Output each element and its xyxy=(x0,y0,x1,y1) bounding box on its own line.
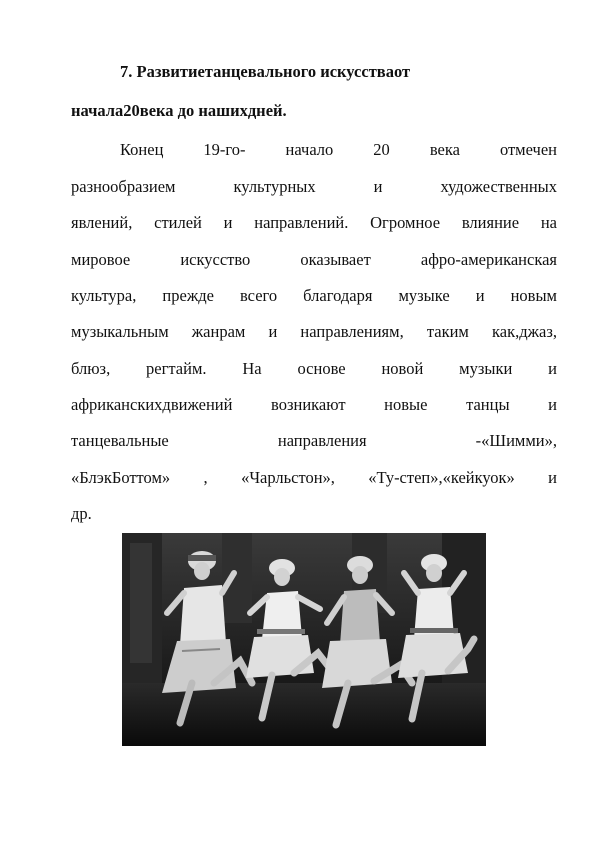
paragraph-line: культура, прежде всего благодаря музыке и новым xyxy=(71,286,557,305)
section-heading-line-1: 7. Развитиетанцевального искусстваот xyxy=(120,62,411,81)
paragraph-line: разнообразием культурных и художественных xyxy=(71,177,557,196)
paragraph-line: танцевальные направления -«Шимми», xyxy=(71,431,557,450)
paragraph-line: блюз, регтайм. На основе новой музыки и xyxy=(71,359,557,378)
paragraph-line: музыкальным жанрам и направлениям, таким как,джаз, xyxy=(71,322,557,341)
paragraph-line: «БлэкБоттом» , «Чарльстон», «Ту-степ»,«кейкуок» и xyxy=(71,468,557,487)
photo-dancers-icon xyxy=(122,533,486,746)
paragraph-line: африканскихдвижений возникают новые танцы и xyxy=(71,395,557,414)
paragraph-line: др. xyxy=(71,504,92,523)
section-heading-line-2: начала20века до нашихдней. xyxy=(71,101,287,120)
paragraph-line: Конец 19-го- начало 20 века отмечен xyxy=(120,140,557,159)
dancers-photo xyxy=(122,533,486,746)
paragraph-line: мировое искусство оказывает афро-американская xyxy=(71,250,557,269)
paragraph-line: явлений, стилей и направлений. Огромное влияние на xyxy=(71,213,557,232)
